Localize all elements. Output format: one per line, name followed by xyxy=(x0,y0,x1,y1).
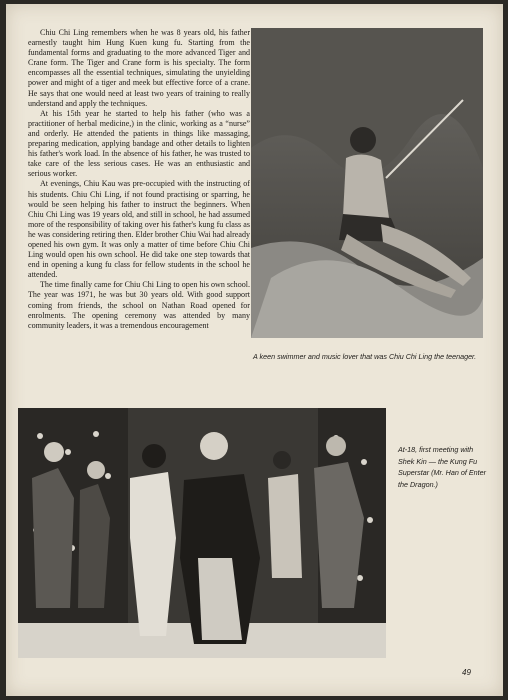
article-paragraph-2: At his 15th year he started to help his father (who was a practitioner of herbal medicine,) in the clinic, working as a “nurse” and orderly. He attended the patients in things like massaging, preparing medication, applying bandage and other details to lighten his father's work load. In the absence of his father, he was trusted to take care of the less serious cases. He was an enthusiastic and serious worker. xyxy=(28,108,250,179)
magazine-page xyxy=(6,4,503,696)
photo-meeting-shek-kin xyxy=(18,408,386,658)
photo-caption-bottom: At-18, first meeting with Shek Kin — the Kung Fu Superstar (Mr. Han of Enter the Dragon.) xyxy=(398,445,487,489)
article-paragraph-3: At evenings, Chiu Kau was pre-occupied with the instructing of his students. Chiu Chi Ling, if not found practising or sparring, he would be seen helping his father to instruct the beginners. When Chiu Chi Ling was 19 years old, and still in school, he had assumed more of the responsibility of taking over his father's kung fu class as he was considering retiring then. Elder brother Chiu Wai had already opened his own gym. It was only a matter of time before Chiu Chi Ling would open his own school. He did take one step towards that end in opening a kung fu class for fellow students in the school he attended. xyxy=(28,179,250,280)
article-paragraph-4: The time finally came for Chiu Chi Ling to open his own school. The year was 1971, he was but 30 years old. With good support coming from friends, the school on Nathan Road opened for enrolments. The opening ceremony was attended by many community leaders, it was a tremendous encouragement xyxy=(28,280,250,330)
article-body xyxy=(28,28,250,331)
photo-caption-top: A keen swimmer and music lover that was Chiu Chi Ling the teenager. xyxy=(253,352,477,361)
article-paragraph-1: Chiu Chi Ling remembers when he was 8 years old, his father earnestly taught him Hung Kuen kung fu. Starting from the fundamental forms and graduating to the more advanced Tiger and Crane form. The Tiger and Crane form is his specialty. The form encompasses all the essential techniques, simulating the unyielding power and might of a tiger and meek but effective force of a crane. He says that one would need at least two years of training to really understand and apply the techniques. xyxy=(28,28,250,108)
page-number: 49 xyxy=(462,668,471,677)
photo-teenager-on-rocks xyxy=(251,28,483,338)
